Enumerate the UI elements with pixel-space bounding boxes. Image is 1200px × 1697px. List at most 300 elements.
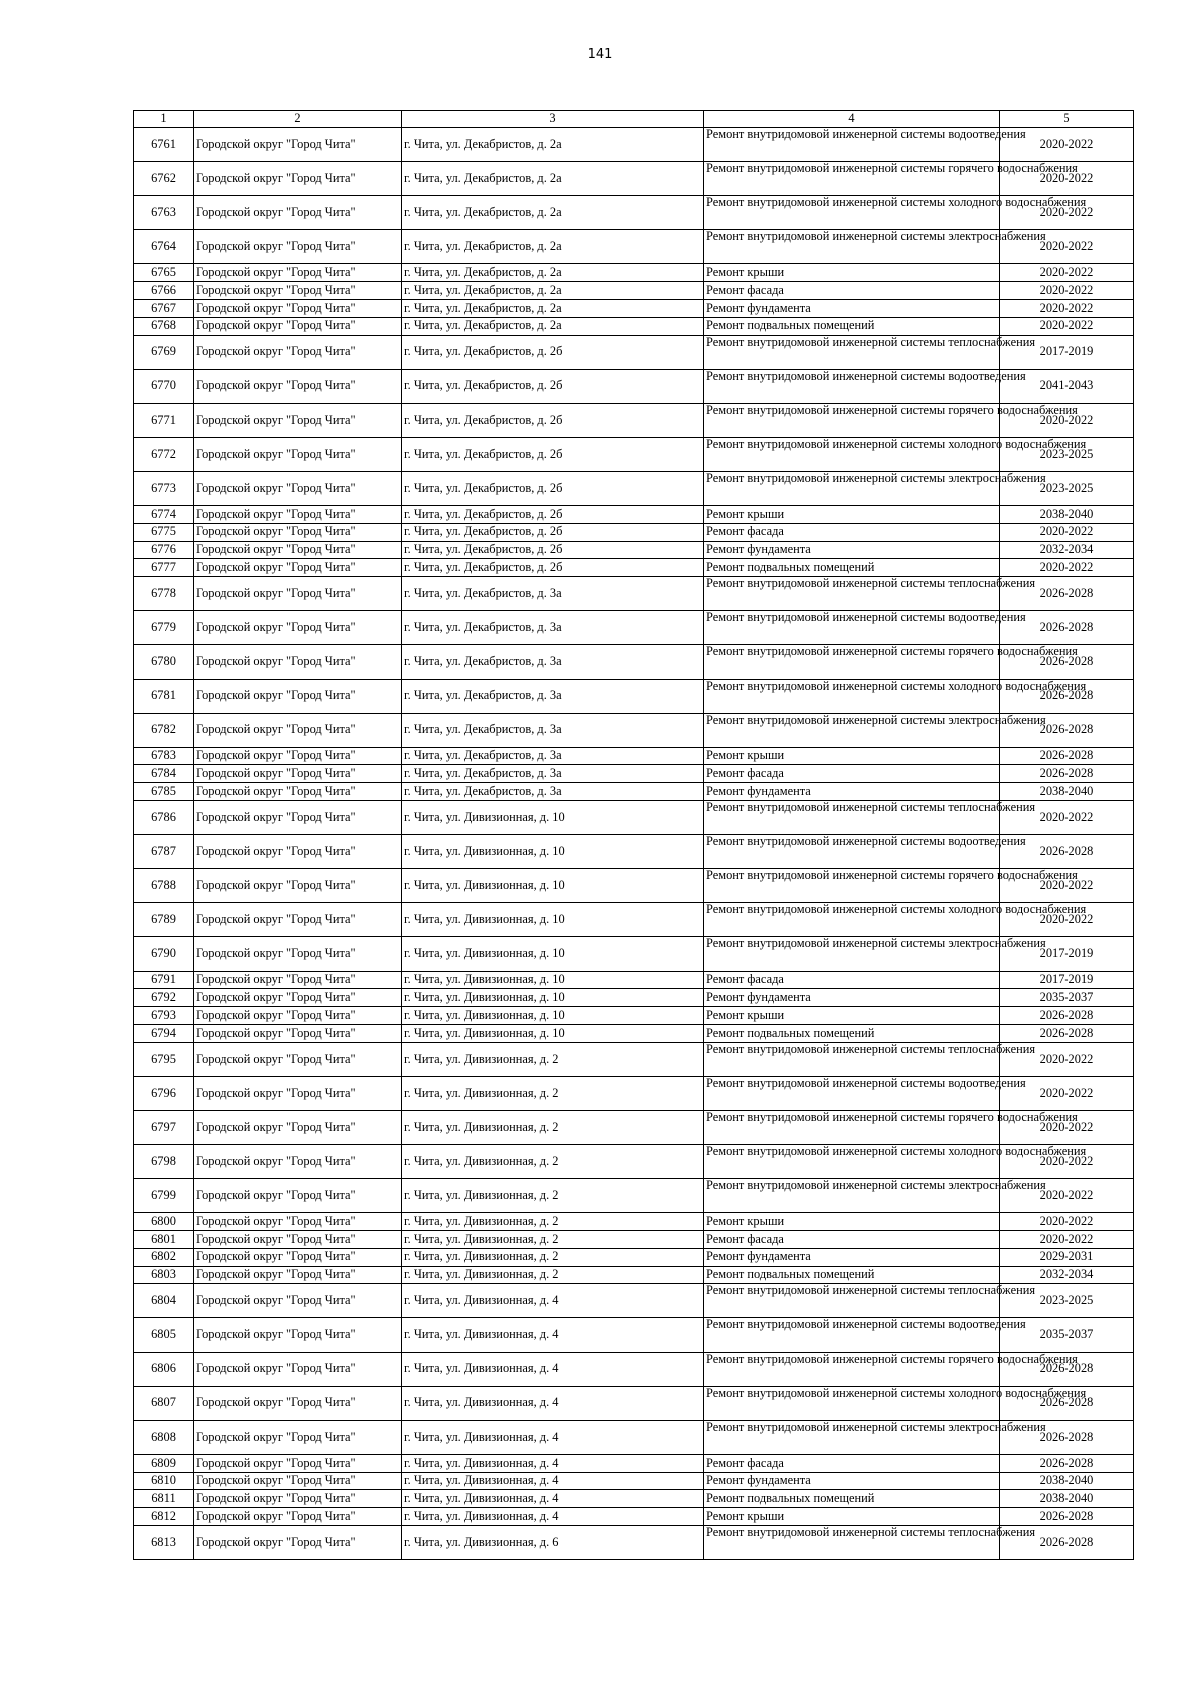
row-number-cell: 6792 <box>134 989 194 1007</box>
work-type-cell: Ремонт внутридомовой инженерной системы теплоснабжения <box>704 1284 1000 1318</box>
period-cell: 2020-2022 <box>1000 1076 1134 1110</box>
table-row <box>134 971 1134 989</box>
work-type-cell: Ремонт внутридомовой инженерной системы холодного водоснабжения <box>704 196 1000 230</box>
table-row <box>134 196 1134 230</box>
work-type-cell: Ремонт фасада <box>704 1231 1000 1249</box>
table-row <box>134 747 1134 765</box>
table-row <box>134 299 1134 317</box>
address-cell: г. Чита, ул. Декабристов, д. 2а <box>402 264 704 282</box>
period-cell: 2023-2025 <box>1000 437 1134 471</box>
column-header-4: 4 <box>704 111 1000 128</box>
address-cell: г. Чита, ул. Дивизионная, д. 10 <box>402 869 704 903</box>
address-cell: г. Чита, ул. Дивизионная, д. 10 <box>402 801 704 835</box>
table-row <box>134 264 1134 282</box>
row-number-cell: 6803 <box>134 1266 194 1284</box>
period-cell: 2026-2028 <box>1000 645 1134 679</box>
period-cell: 2023-2025 <box>1000 471 1134 505</box>
table-row <box>134 1145 1134 1179</box>
table-row <box>134 989 1134 1007</box>
address-cell: г. Чита, ул. Декабристов, д. 3а <box>402 747 704 765</box>
address-cell: г. Чита, ул. Декабристов, д. 2б <box>402 369 704 403</box>
address-cell: г. Чита, ул. Декабристов, д. 2б <box>402 403 704 437</box>
period-cell: 2026-2028 <box>1000 577 1134 611</box>
column-header-row <box>134 111 1134 128</box>
table-row <box>134 645 1134 679</box>
row-number-cell: 6799 <box>134 1179 194 1213</box>
work-type-cell: Ремонт внутридомовой инженерной системы теплоснабжения <box>704 1526 1000 1560</box>
row-number-cell: 6810 <box>134 1472 194 1490</box>
work-type-cell: Ремонт крыши <box>704 1007 1000 1025</box>
table-row <box>134 369 1134 403</box>
address-cell: г. Чита, ул. Дивизионная, д. 4 <box>402 1284 704 1318</box>
table-row <box>134 937 1134 971</box>
table-row <box>134 128 1134 162</box>
address-cell: г. Чита, ул. Дивизионная, д. 2 <box>402 1231 704 1249</box>
table-row <box>134 1042 1134 1076</box>
period-cell: 2029-2031 <box>1000 1248 1134 1266</box>
table-row <box>134 835 1134 869</box>
municipality-cell: Городской округ "Город Чита" <box>194 971 402 989</box>
municipality-cell: Городской округ "Город Чита" <box>194 1284 402 1318</box>
period-cell: 2020-2022 <box>1000 1110 1134 1144</box>
period-cell: 2032-2034 <box>1000 1266 1134 1284</box>
address-cell: г. Чита, ул. Декабристов, д. 2б <box>402 506 704 524</box>
period-cell: 2026-2028 <box>1000 1386 1134 1420</box>
address-cell: г. Чита, ул. Декабристов, д. 2а <box>402 196 704 230</box>
municipality-cell: Городской округ "Город Чита" <box>194 783 402 801</box>
table-row <box>134 801 1134 835</box>
work-type-cell: Ремонт внутридомовой инженерной системы холодного водоснабжения <box>704 437 1000 471</box>
row-number-cell: 6791 <box>134 971 194 989</box>
work-type-cell: Ремонт внутридомовой инженерной системы водоотведения <box>704 369 1000 403</box>
municipality-cell: Городской округ "Город Чита" <box>194 162 402 196</box>
address-cell: г. Чита, ул. Декабристов, д. 2а <box>402 282 704 300</box>
address-cell: г. Чита, ул. Дивизионная, д. 2 <box>402 1266 704 1284</box>
row-number-cell: 6779 <box>134 611 194 645</box>
work-type-cell: Ремонт внутридомовой инженерной системы холодного водоснабжения <box>704 679 1000 713</box>
row-number-cell: 6770 <box>134 369 194 403</box>
municipality-cell: Городской округ "Город Чита" <box>194 1145 402 1179</box>
municipality-cell: Городской округ "Город Чита" <box>194 1076 402 1110</box>
row-number-cell: 6774 <box>134 506 194 524</box>
column-header-3: 3 <box>402 111 704 128</box>
row-number-cell: 6776 <box>134 541 194 559</box>
work-type-cell: Ремонт подвальных помещений <box>704 1024 1000 1042</box>
period-cell: 2026-2028 <box>1000 765 1134 783</box>
work-type-cell: Ремонт внутридомовой инженерной системы электроснабжения <box>704 471 1000 505</box>
period-cell: 2017-2019 <box>1000 335 1134 369</box>
address-cell: г. Чита, ул. Декабристов, д. 2б <box>402 541 704 559</box>
municipality-cell: Городской округ "Город Чита" <box>194 713 402 747</box>
municipality-cell: Городской округ "Город Чита" <box>194 1007 402 1025</box>
period-cell: 2026-2028 <box>1000 1526 1134 1560</box>
municipality-cell: Городской округ "Город Чита" <box>194 937 402 971</box>
municipality-cell: Городской округ "Город Чита" <box>194 1386 402 1420</box>
table-row <box>134 1110 1134 1144</box>
table-row <box>134 679 1134 713</box>
table-row <box>134 577 1134 611</box>
table-row <box>134 1076 1134 1110</box>
address-cell: г. Чита, ул. Декабристов, д. 3а <box>402 713 704 747</box>
table-row <box>134 1266 1134 1284</box>
municipality-cell: Городской округ "Город Чита" <box>194 196 402 230</box>
address-cell: г. Чита, ул. Дивизионная, д. 2 <box>402 1213 704 1231</box>
row-number-cell: 6787 <box>134 835 194 869</box>
row-number-cell: 6761 <box>134 128 194 162</box>
municipality-cell: Городской округ "Город Чита" <box>194 835 402 869</box>
address-cell: г. Чита, ул. Дивизионная, д. 6 <box>402 1526 704 1560</box>
row-number-cell: 6805 <box>134 1318 194 1352</box>
row-number-cell: 6788 <box>134 869 194 903</box>
page-number: 141 <box>587 47 613 62</box>
row-number-cell: 6808 <box>134 1420 194 1454</box>
table-row <box>134 1231 1134 1249</box>
municipality-cell: Городской округ "Город Чита" <box>194 317 402 335</box>
address-cell: г. Чита, ул. Дивизионная, д. 2 <box>402 1042 704 1076</box>
address-cell: г. Чита, ул. Декабристов, д. 3а <box>402 765 704 783</box>
municipality-cell: Городской округ "Город Чита" <box>194 403 402 437</box>
period-cell: 2038-2040 <box>1000 1472 1134 1490</box>
table-row <box>134 713 1134 747</box>
table-row <box>134 1179 1134 1213</box>
municipality-cell: Городской округ "Город Чита" <box>194 1179 402 1213</box>
work-type-cell: Ремонт фундамента <box>704 1248 1000 1266</box>
period-cell: 2026-2028 <box>1000 1024 1134 1042</box>
table-row <box>134 765 1134 783</box>
municipality-cell: Городской округ "Город Чита" <box>194 611 402 645</box>
municipality-cell: Городской округ "Город Чита" <box>194 1526 402 1560</box>
period-cell: 2020-2022 <box>1000 1145 1134 1179</box>
municipality-cell: Городской округ "Город Чита" <box>194 765 402 783</box>
period-cell: 2020-2022 <box>1000 299 1134 317</box>
row-number-cell: 6804 <box>134 1284 194 1318</box>
row-number-cell: 6780 <box>134 645 194 679</box>
work-type-cell: Ремонт фундамента <box>704 783 1000 801</box>
row-number-cell: 6781 <box>134 679 194 713</box>
period-cell: 2026-2028 <box>1000 1508 1134 1526</box>
period-cell: 2026-2028 <box>1000 1007 1134 1025</box>
period-cell: 2026-2028 <box>1000 1454 1134 1472</box>
work-type-cell: Ремонт подвальных помещений <box>704 1266 1000 1284</box>
municipality-cell: Городской округ "Город Чита" <box>194 1024 402 1042</box>
row-number-cell: 6762 <box>134 162 194 196</box>
period-cell: 2020-2022 <box>1000 869 1134 903</box>
municipality-cell: Городской округ "Город Чита" <box>194 903 402 937</box>
municipality-cell: Городской округ "Город Чита" <box>194 282 402 300</box>
period-cell: 2026-2028 <box>1000 611 1134 645</box>
row-number-cell: 6795 <box>134 1042 194 1076</box>
work-type-cell: Ремонт подвальных помещений <box>704 559 1000 577</box>
work-type-cell: Ремонт крыши <box>704 264 1000 282</box>
address-cell: г. Чита, ул. Декабристов, д. 3а <box>402 783 704 801</box>
column-header-1: 1 <box>134 111 194 128</box>
work-type-cell: Ремонт внутридомовой инженерной системы горячего водоснабжения <box>704 1110 1000 1144</box>
work-type-cell: Ремонт крыши <box>704 1508 1000 1526</box>
address-cell: г. Чита, ул. Дивизионная, д. 4 <box>402 1472 704 1490</box>
address-cell: г. Чита, ул. Декабристов, д. 2б <box>402 523 704 541</box>
row-number-cell: 6783 <box>134 747 194 765</box>
address-cell: г. Чита, ул. Дивизионная, д. 10 <box>402 937 704 971</box>
work-type-cell: Ремонт внутридомовой инженерной системы горячего водоснабжения <box>704 1352 1000 1386</box>
table-row <box>134 1352 1134 1386</box>
address-cell: г. Чита, ул. Дивизионная, д. 2 <box>402 1110 704 1144</box>
municipality-cell: Городской округ "Город Чита" <box>194 541 402 559</box>
row-number-cell: 6802 <box>134 1248 194 1266</box>
address-cell: г. Чита, ул. Дивизионная, д. 10 <box>402 989 704 1007</box>
period-cell: 2020-2022 <box>1000 1179 1134 1213</box>
municipality-cell: Городской округ "Город Чита" <box>194 299 402 317</box>
period-cell: 2035-2037 <box>1000 989 1134 1007</box>
period-cell: 2026-2028 <box>1000 747 1134 765</box>
period-cell: 2020-2022 <box>1000 559 1134 577</box>
period-cell: 2020-2022 <box>1000 1213 1134 1231</box>
work-type-cell: Ремонт внутридомовой инженерной системы электроснабжения <box>704 937 1000 971</box>
work-type-cell: Ремонт крыши <box>704 747 1000 765</box>
row-number-cell: 6765 <box>134 264 194 282</box>
period-cell: 2023-2025 <box>1000 1284 1134 1318</box>
address-cell: г. Чита, ул. Дивизионная, д. 10 <box>402 903 704 937</box>
row-number-cell: 6763 <box>134 196 194 230</box>
address-cell: г. Чита, ул. Дивизионная, д. 4 <box>402 1420 704 1454</box>
row-number-cell: 6797 <box>134 1110 194 1144</box>
municipality-cell: Городской округ "Город Чита" <box>194 128 402 162</box>
work-type-cell: Ремонт внутридомовой инженерной системы водоотведения <box>704 128 1000 162</box>
row-number-cell: 6782 <box>134 713 194 747</box>
period-cell: 2041-2043 <box>1000 369 1134 403</box>
period-cell: 2020-2022 <box>1000 1231 1134 1249</box>
address-cell: г. Чита, ул. Декабристов, д. 2а <box>402 299 704 317</box>
work-type-cell: Ремонт внутридомовой инженерной системы водоотведения <box>704 611 1000 645</box>
period-cell: 2026-2028 <box>1000 1352 1134 1386</box>
work-type-cell: Ремонт внутридомовой инженерной системы горячего водоснабжения <box>704 162 1000 196</box>
address-cell: г. Чита, ул. Дивизионная, д. 4 <box>402 1352 704 1386</box>
address-cell: г. Чита, ул. Декабристов, д. 2а <box>402 128 704 162</box>
work-type-cell: Ремонт фундамента <box>704 541 1000 559</box>
period-cell: 2020-2022 <box>1000 317 1134 335</box>
row-number-cell: 6766 <box>134 282 194 300</box>
row-number-cell: 6811 <box>134 1490 194 1508</box>
work-type-cell: Ремонт внутридомовой инженерной системы теплоснабжения <box>704 801 1000 835</box>
table-row <box>134 1024 1134 1042</box>
address-cell: г. Чита, ул. Декабристов, д. 2б <box>402 471 704 505</box>
work-type-cell: Ремонт фасада <box>704 1454 1000 1472</box>
work-type-cell: Ремонт внутридомовой инженерной системы теплоснабжения <box>704 1042 1000 1076</box>
work-type-cell: Ремонт подвальных помещений <box>704 1490 1000 1508</box>
address-cell: г. Чита, ул. Дивизионная, д. 10 <box>402 971 704 989</box>
table-row <box>134 903 1134 937</box>
table-row <box>134 1526 1134 1560</box>
municipality-cell: Городской округ "Город Чита" <box>194 1490 402 1508</box>
table-row <box>134 1454 1134 1472</box>
work-type-cell: Ремонт крыши <box>704 506 1000 524</box>
municipality-cell: Городской округ "Город Чита" <box>194 1508 402 1526</box>
work-type-cell: Ремонт крыши <box>704 1213 1000 1231</box>
period-cell: 2020-2022 <box>1000 1042 1134 1076</box>
address-cell: г. Чита, ул. Дивизионная, д. 10 <box>402 1007 704 1025</box>
period-cell: 2017-2019 <box>1000 971 1134 989</box>
row-number-cell: 6796 <box>134 1076 194 1110</box>
address-cell: г. Чита, ул. Декабристов, д. 2а <box>402 317 704 335</box>
address-cell: г. Чита, ул. Дивизионная, д. 4 <box>402 1454 704 1472</box>
table-row <box>134 403 1134 437</box>
row-number-cell: 6789 <box>134 903 194 937</box>
municipality-cell: Городской округ "Город Чита" <box>194 335 402 369</box>
row-number-cell: 6813 <box>134 1526 194 1560</box>
row-number-cell: 6777 <box>134 559 194 577</box>
municipality-cell: Городской округ "Город Чита" <box>194 506 402 524</box>
row-number-cell: 6812 <box>134 1508 194 1526</box>
table-row <box>134 559 1134 577</box>
work-type-cell: Ремонт внутридомовой инженерной системы электроснабжения <box>704 713 1000 747</box>
work-type-cell: Ремонт фасада <box>704 282 1000 300</box>
table-row <box>134 1420 1134 1454</box>
work-type-cell: Ремонт фундамента <box>704 989 1000 1007</box>
municipality-cell: Городской округ "Город Чита" <box>194 1352 402 1386</box>
period-cell: 2020-2022 <box>1000 801 1134 835</box>
table-row <box>134 1386 1134 1420</box>
municipality-cell: Городской округ "Город Чита" <box>194 1318 402 1352</box>
row-number-cell: 6786 <box>134 801 194 835</box>
table-row <box>134 869 1134 903</box>
table-row <box>134 541 1134 559</box>
work-type-cell: Ремонт фундамента <box>704 1472 1000 1490</box>
table-row <box>134 471 1134 505</box>
table-row <box>134 1007 1134 1025</box>
period-cell: 2026-2028 <box>1000 679 1134 713</box>
period-cell: 2026-2028 <box>1000 835 1134 869</box>
municipality-cell: Городской округ "Город Чита" <box>194 471 402 505</box>
work-type-cell: Ремонт внутридомовой инженерной системы водоотведения <box>704 835 1000 869</box>
address-cell: г. Чита, ул. Декабристов, д. 2б <box>402 335 704 369</box>
table-row <box>134 506 1134 524</box>
work-type-cell: Ремонт внутридомовой инженерной системы электроснабжения <box>704 230 1000 264</box>
table-body <box>134 128 1134 1560</box>
period-cell: 2020-2022 <box>1000 196 1134 230</box>
work-type-cell: Ремонт внутридомовой инженерной системы теплоснабжения <box>704 335 1000 369</box>
table-row <box>134 783 1134 801</box>
work-type-cell: Ремонт внутридомовой инженерной системы горячего водоснабжения <box>704 645 1000 679</box>
table-row <box>134 282 1134 300</box>
address-cell: г. Чита, ул. Декабристов, д. 3а <box>402 679 704 713</box>
period-cell: 2038-2040 <box>1000 783 1134 801</box>
table-row <box>134 335 1134 369</box>
row-number-cell: 6768 <box>134 317 194 335</box>
table-row <box>134 523 1134 541</box>
work-type-cell: Ремонт внутридомовой инженерной системы холодного водоснабжения <box>704 1145 1000 1179</box>
period-cell: 2020-2022 <box>1000 162 1134 196</box>
work-type-cell: Ремонт внутридомовой инженерной системы холодного водоснабжения <box>704 903 1000 937</box>
period-cell: 2020-2022 <box>1000 403 1134 437</box>
row-number-cell: 6764 <box>134 230 194 264</box>
column-header-5: 5 <box>1000 111 1134 128</box>
row-number-cell: 6784 <box>134 765 194 783</box>
municipality-cell: Городской округ "Город Чита" <box>194 1231 402 1249</box>
row-number-cell: 6806 <box>134 1352 194 1386</box>
table-row <box>134 1284 1134 1318</box>
municipality-cell: Городской округ "Город Чита" <box>194 645 402 679</box>
address-cell: г. Чита, ул. Декабристов, д. 2а <box>402 162 704 196</box>
table-row <box>134 1213 1134 1231</box>
period-cell: 2020-2022 <box>1000 264 1134 282</box>
address-cell: г. Чита, ул. Дивизионная, д. 2 <box>402 1076 704 1110</box>
row-number-cell: 6778 <box>134 577 194 611</box>
work-type-cell: Ремонт внутридомовой инженерной системы электроснабжения <box>704 1179 1000 1213</box>
row-number-cell: 6793 <box>134 1007 194 1025</box>
table-row <box>134 1490 1134 1508</box>
row-number-cell: 6785 <box>134 783 194 801</box>
address-cell: г. Чита, ул. Декабристов, д. 3а <box>402 645 704 679</box>
work-type-cell: Ремонт внутридомовой инженерной системы электроснабжения <box>704 1420 1000 1454</box>
address-cell: г. Чита, ул. Декабристов, д. 2б <box>402 559 704 577</box>
row-number-cell: 6773 <box>134 471 194 505</box>
period-cell: 2020-2022 <box>1000 128 1134 162</box>
address-cell: г. Чита, ул. Дивизионная, д. 10 <box>402 835 704 869</box>
address-cell: г. Чита, ул. Дивизионная, д. 4 <box>402 1490 704 1508</box>
address-cell: г. Чита, ул. Декабристов, д. 2а <box>402 230 704 264</box>
period-cell: 2026-2028 <box>1000 1420 1134 1454</box>
work-type-cell: Ремонт внутридомовой инженерной системы теплоснабжения <box>704 577 1000 611</box>
work-type-cell: Ремонт внутридомовой инженерной системы горячего водоснабжения <box>704 403 1000 437</box>
work-type-cell: Ремонт подвальных помещений <box>704 317 1000 335</box>
municipality-cell: Городской округ "Город Чита" <box>194 264 402 282</box>
table-row <box>134 162 1134 196</box>
municipality-cell: Городской округ "Город Чита" <box>194 437 402 471</box>
address-cell: г. Чита, ул. Дивизионная, д. 4 <box>402 1386 704 1420</box>
municipality-cell: Городской округ "Город Чита" <box>194 1472 402 1490</box>
municipality-cell: Городской округ "Город Чита" <box>194 1248 402 1266</box>
period-cell: 2020-2022 <box>1000 523 1134 541</box>
period-cell: 2020-2022 <box>1000 230 1134 264</box>
table-row <box>134 230 1134 264</box>
work-type-cell: Ремонт внутридомовой инженерной системы горячего водоснабжения <box>704 869 1000 903</box>
table-row <box>134 1508 1134 1526</box>
row-number-cell: 6790 <box>134 937 194 971</box>
municipality-cell: Городской округ "Город Чита" <box>194 523 402 541</box>
row-number-cell: 6775 <box>134 523 194 541</box>
table-row <box>134 437 1134 471</box>
municipality-cell: Городской округ "Город Чита" <box>194 1266 402 1284</box>
table-row <box>134 317 1134 335</box>
address-cell: г. Чита, ул. Дивизионная, д. 2 <box>402 1145 704 1179</box>
work-type-cell: Ремонт фасада <box>704 971 1000 989</box>
table-row <box>134 1248 1134 1266</box>
period-cell: 2026-2028 <box>1000 713 1134 747</box>
row-number-cell: 6798 <box>134 1145 194 1179</box>
period-cell: 2020-2022 <box>1000 903 1134 937</box>
row-number-cell: 6794 <box>134 1024 194 1042</box>
row-number-cell: 6807 <box>134 1386 194 1420</box>
address-cell: г. Чита, ул. Декабристов, д. 2б <box>402 437 704 471</box>
municipality-cell: Городской округ "Город Чита" <box>194 1042 402 1076</box>
repair-schedule-table <box>133 110 1134 1560</box>
municipality-cell: Городской округ "Город Чита" <box>194 679 402 713</box>
period-cell: 2038-2040 <box>1000 1490 1134 1508</box>
period-cell: 2017-2019 <box>1000 937 1134 971</box>
column-header-2: 2 <box>194 111 402 128</box>
municipality-cell: Городской округ "Город Чита" <box>194 989 402 1007</box>
period-cell: 2038-2040 <box>1000 506 1134 524</box>
work-type-cell: Ремонт фундамента <box>704 299 1000 317</box>
municipality-cell: Городской округ "Город Чита" <box>194 369 402 403</box>
work-type-cell: Ремонт внутридомовой инженерной системы водоотведения <box>704 1318 1000 1352</box>
municipality-cell: Городской округ "Город Чита" <box>194 869 402 903</box>
period-cell: 2035-2037 <box>1000 1318 1134 1352</box>
period-cell: 2020-2022 <box>1000 282 1134 300</box>
address-cell: г. Чита, ул. Дивизионная, д. 4 <box>402 1508 704 1526</box>
work-type-cell: Ремонт фасада <box>704 765 1000 783</box>
table-row <box>134 1318 1134 1352</box>
municipality-cell: Городской округ "Город Чита" <box>194 230 402 264</box>
